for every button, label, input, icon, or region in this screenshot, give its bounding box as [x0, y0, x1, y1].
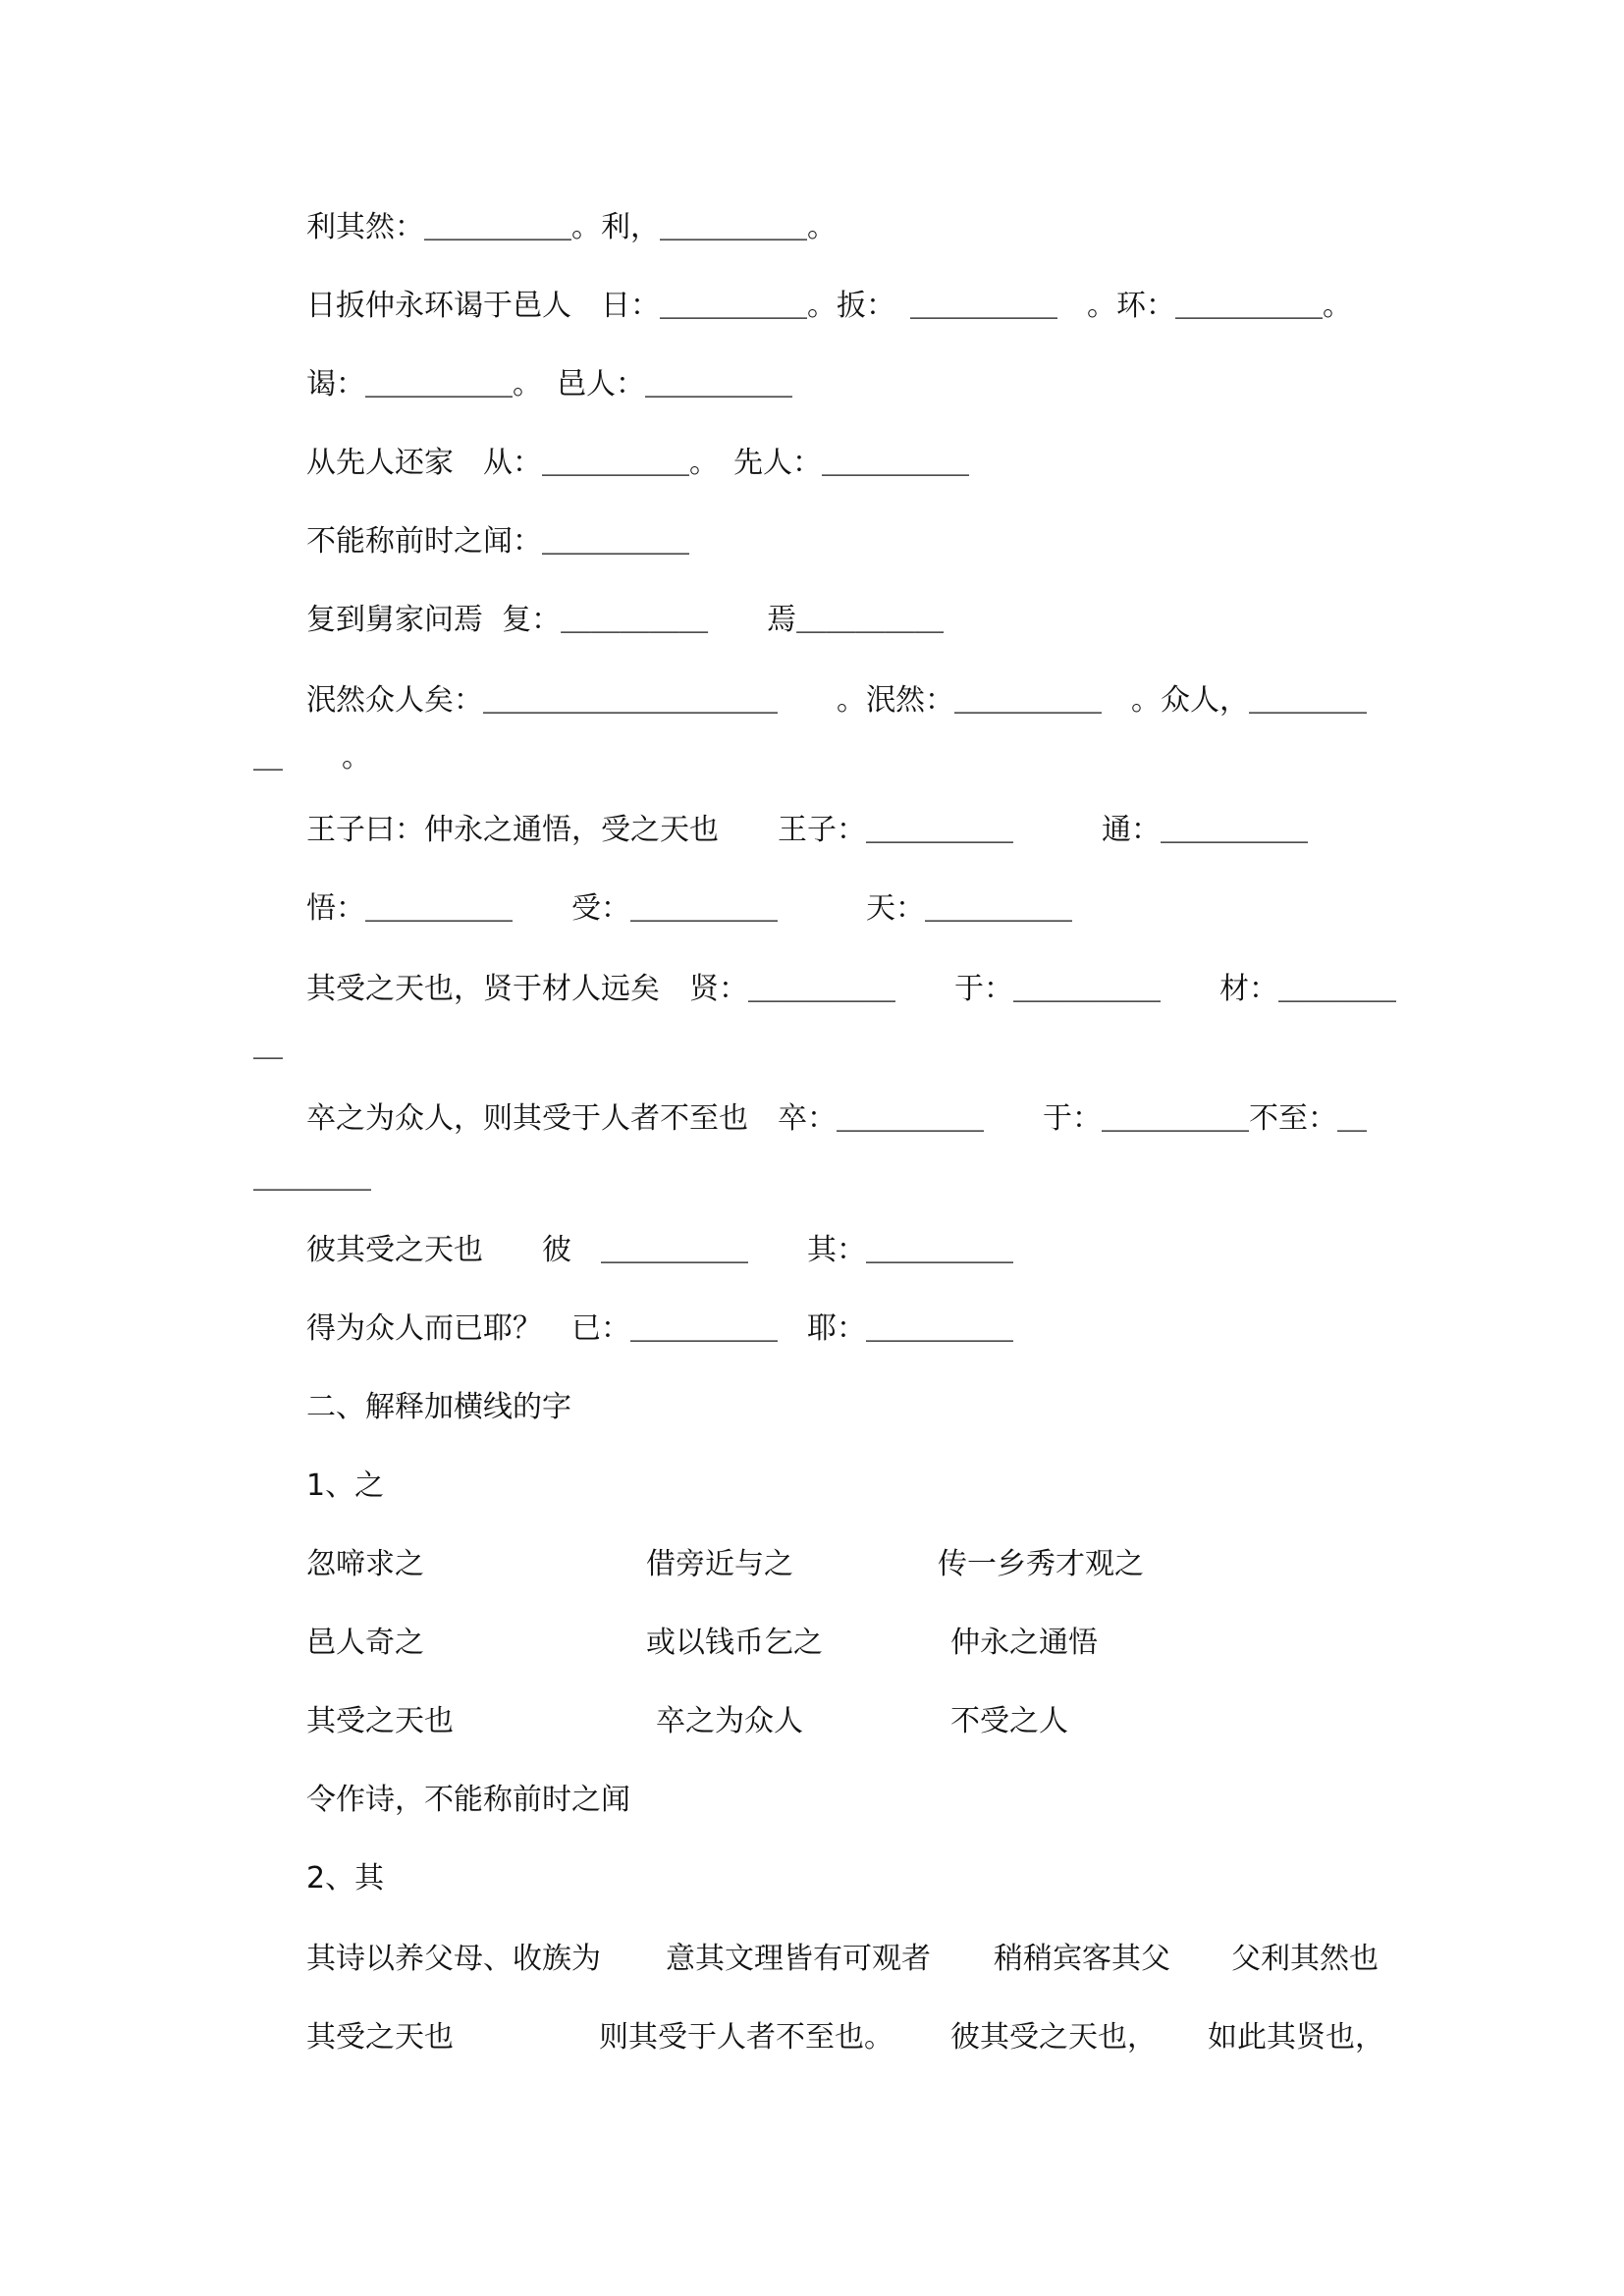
- blank-line-7: 泯然众人矣：＿＿＿＿＿＿＿＿＿＿ 。泯然：＿＿＿＿＿ 。众人，＿＿＿＿: [306, 683, 1367, 718]
- group-2-item: 其诗以养父母、收族为: [306, 1942, 601, 1976]
- blank-line-12: 彼其受之天也 彼 ＿＿＿＿＿ 其：＿＿＿＿＿: [306, 1233, 1013, 1267]
- group-2-item: 其受之天也: [306, 2020, 454, 2055]
- section-2-title: 二、解释加横线的字: [306, 1390, 571, 1424]
- blank-line-4: 从先人还家 从：＿＿＿＿＿。 先人：＿＿＿＿＿: [306, 446, 969, 480]
- group-2-item: 意其文理皆有可观者: [666, 1942, 931, 1976]
- blank-line-5: 不能称前时之闻：＿＿＿＿＿: [306, 524, 689, 559]
- blank-line-7-continued: ＿ 。: [253, 740, 371, 774]
- group-1-last-item: 令作诗，不能称前时之闻: [306, 1783, 630, 1817]
- blank-line-11-continued: ＿＿＿＿: [253, 1160, 371, 1195]
- group-1-item: 邑人奇之: [306, 1626, 424, 1660]
- blank-line-3: 谒：＿＿＿＿＿。 邑人：＿＿＿＿＿: [306, 367, 792, 401]
- group-1-item: 或以钱币乞之: [646, 1626, 823, 1660]
- blank-line-10-continued: ＿: [253, 1029, 283, 1063]
- group-2-item: 稍稍宾客其父: [994, 1942, 1170, 1976]
- blank-line-6: 复到舅家问焉 复：＿＿＿＿＿ 焉＿＿＿＿＿: [306, 603, 945, 637]
- group-1-title: 1、之: [306, 1468, 385, 1503]
- blank-line-2: 日扳仲永环谒于邑人 日：＿＿＿＿＿。扳： ＿＿＿＿＿ 。环：＿＿＿＿＿。: [306, 289, 1352, 323]
- group-1-item: 传一乡秀才观之: [938, 1547, 1144, 1581]
- group-1-item: 借旁近与之: [646, 1547, 793, 1581]
- group-1-item: 仲永之通悟: [950, 1626, 1098, 1660]
- group-2-item: 如此其贤也，: [1208, 2020, 1384, 2055]
- blank-line-1: 利其然：＿＿＿＿＿。利，＿＿＿＿＿。: [306, 210, 837, 244]
- blank-line-8: 王子曰：仲永之通悟，受之天也 王子：＿＿＿＿＿ 通：＿＿＿＿＿: [306, 813, 1308, 847]
- group-2-title: 2、其: [306, 1861, 385, 1896]
- blank-line-13: 得为众人而已耶？ 已：＿＿＿＿＿ 耶：＿＿＿＿＿: [306, 1311, 1013, 1346]
- group-2-item: 父利其然也: [1231, 1942, 1379, 1976]
- group-2-item: 则其受于人者不至也。: [599, 2020, 893, 2055]
- group-2-item: 彼其受之天也，: [950, 2020, 1157, 2055]
- group-1-item: 不受之人: [950, 1704, 1068, 1738]
- blank-line-10: 其受之天也，贤于材人远矣 贤：＿＿＿＿＿ 于：＿＿＿＿＿ 材：＿＿＿＿: [306, 972, 1396, 1006]
- group-1-item: 其受之天也: [306, 1704, 454, 1738]
- blank-line-11: 卒之为众人，则其受于人者不至也 卒：＿＿＿＿＿ 于：＿＿＿＿＿不至：＿: [306, 1101, 1367, 1136]
- blank-line-9: 悟：＿＿＿＿＿ 受：＿＿＿＿＿ 天：＿＿＿＿＿: [306, 891, 1072, 926]
- group-1-item: 卒之为众人: [656, 1704, 803, 1738]
- group-1-item: 忽啼求之: [306, 1547, 424, 1581]
